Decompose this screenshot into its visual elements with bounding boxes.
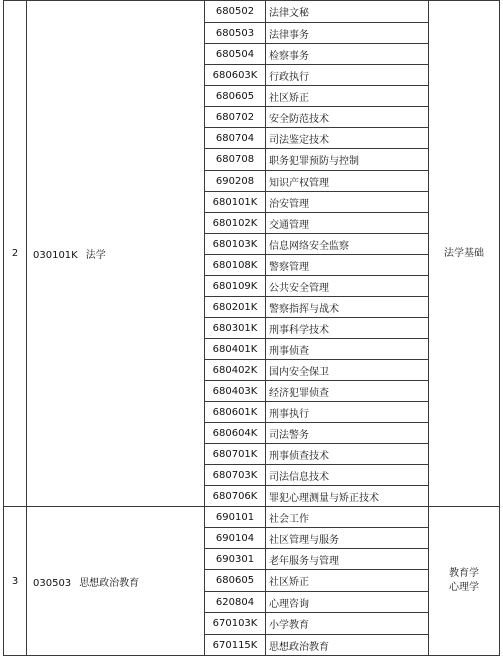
course-code-cell: 680101K [205,192,266,213]
course-code-cell: 680103K [205,234,266,255]
sequence-number-cell: 2 [4,1,27,507]
basis-subject-cell [429,1,500,507]
course-code-cell: 680605 [205,86,266,107]
basis-subject-cell [429,507,500,656]
course-code-cell: 680502 [205,1,266,23]
course-code-cell: 680701K [205,444,266,465]
basis-subject-line: 教育学 [449,568,479,579]
course-code-cell: 690301 [205,549,266,570]
course-code-cell: 680702 [205,107,266,128]
course-code-cell: 690101 [205,507,266,528]
course-name-cell: 社区矫正 [266,86,429,107]
course-name-cell: 社会工作 [266,507,429,528]
course-code-cell: 680504 [205,44,266,65]
course-name-cell: 刑事执行 [266,402,429,423]
major-mapping-table [3,0,500,656]
course-code-cell: 680403K [205,381,266,402]
course-code-cell: 670103K [205,613,266,635]
course-name-cell: 安全防范技术 [266,107,429,128]
course-code-cell: 690104 [205,528,266,549]
course-name-cell: 治安管理 [266,192,429,213]
major-cell [27,507,205,656]
course-name-cell: 交通管理 [266,213,429,234]
course-name-cell: 法律文秘 [266,1,429,23]
course-name-cell: 信息网络安全监察 [266,234,429,255]
table-row [4,1,500,23]
course-name-cell: 知识产权管理 [266,171,429,192]
course-name-cell: 行政执行 [266,65,429,86]
course-name-cell: 心理咨询 [266,592,429,613]
course-code-cell: 680706K [205,486,266,507]
course-name-cell: 小学教育 [266,613,429,635]
course-code-cell: 680503 [205,23,266,44]
course-code-cell: 680703K [205,465,266,486]
basis-subject-line: 法学基础 [444,247,484,259]
course-code-cell: 690208 [205,171,266,192]
course-name-cell: 思想政治教育 [266,635,429,656]
course-name-cell: 警察指挥与战术 [266,297,429,318]
course-name-cell: 罪犯心理测量与矫正技术 [266,486,429,507]
course-name-cell: 经济犯罪侦查 [266,381,429,402]
major-name: 法学 [85,250,106,261]
course-name-cell: 老年服务与管理 [266,549,429,570]
course-name-cell: 司法警务 [266,423,429,444]
major-cell [27,1,205,507]
course-name-cell: 检察事务 [266,44,429,65]
course-name-cell: 刑事侦查 [266,339,429,360]
sequence-number-cell: 3 [4,507,27,656]
course-code-cell: 680401K [205,339,266,360]
course-name-cell: 刑事侦查技术 [266,444,429,465]
course-code-cell: 680301K [205,318,266,339]
major-code: 030101K [33,250,78,261]
course-name-cell: 警察管理 [266,255,429,276]
course-name-cell: 刑事科学技术 [266,318,429,339]
major-name: 思想政治教育 [79,577,140,589]
course-name-cell: 国内安全保卫 [266,360,429,381]
basis-subject-line: 心理学 [449,582,479,593]
course-name-cell: 法律事务 [266,23,429,44]
course-code-cell: 680601K [205,402,266,423]
course-name-cell: 社区管理与服务 [266,528,429,549]
course-code-cell: 680109K [205,276,266,297]
course-code-cell: 680102K [205,213,266,234]
course-code-cell: 680704 [205,128,266,149]
course-code-cell: 680201K [205,297,266,318]
course-code-cell: 670115K [205,635,266,656]
course-name-cell: 公共安全管理 [266,276,429,297]
course-code-cell: 680402K [205,360,266,381]
course-code-cell: 620804 [205,592,266,613]
major-code: 030503 [33,577,72,589]
course-name-cell: 社区矫正 [266,570,429,592]
course-code-cell: 680108K [205,255,266,276]
course-code-cell: 680605 [205,570,266,592]
course-code-cell: 680708 [205,149,266,171]
course-name-cell: 司法鉴定技术 [266,128,429,149]
table-body [4,1,500,656]
course-name-cell: 司法信息技术 [266,465,429,486]
course-name-cell: 职务犯罪预防与控制 [266,149,429,171]
course-code-cell: 680603K [205,65,266,86]
course-code-cell: 680604K [205,423,266,444]
table-row [4,507,500,528]
